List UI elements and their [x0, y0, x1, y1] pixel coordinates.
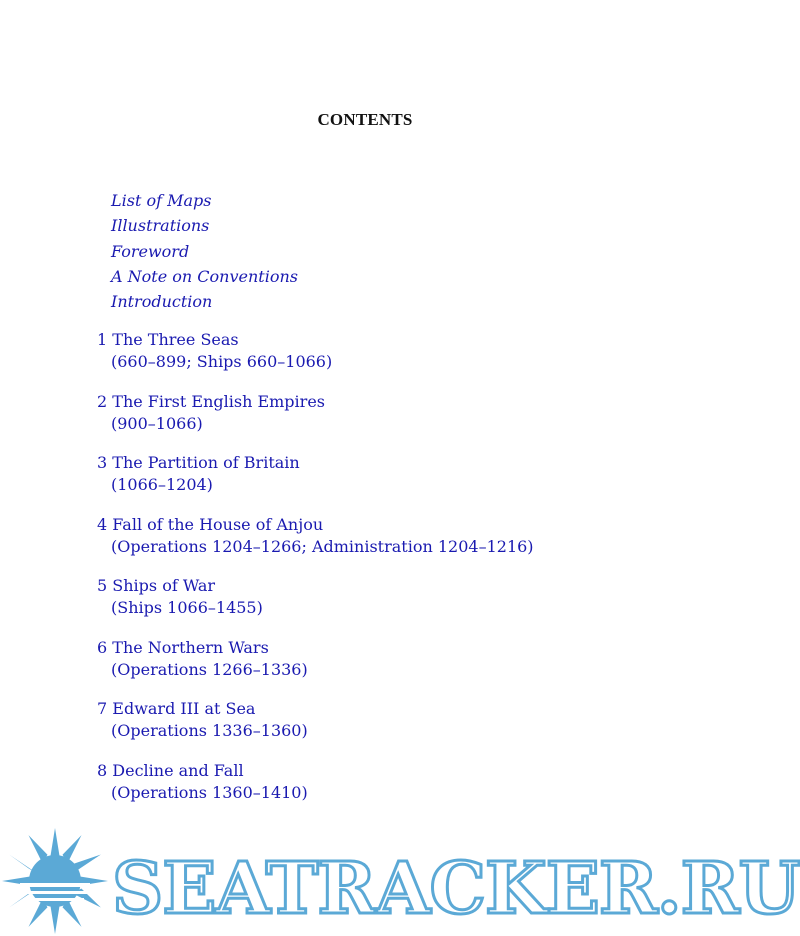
chapter-title: 3 The Partition of Britain [97, 453, 300, 472]
page-title: CONTENTS [317, 110, 413, 129]
toc-link-foreword[interactable]: Foreword [111, 241, 190, 261]
chapter-subtitle: (Operations 1204–1266; Administration 1204–1216) [111, 536, 534, 556]
watermark [0, 826, 800, 936]
toc-chapter-5[interactable] [97, 575, 263, 619]
toc-link-list-of-maps[interactable]: List of Maps [111, 191, 212, 210]
chapter-title: 6 The Northern Wars [97, 637, 269, 657]
chapter-title: 7 Edward III at Sea [97, 699, 256, 718]
watermark-text: SEATRACKER.RU [112, 846, 800, 930]
sun-icon [0, 826, 110, 936]
toc-chapter-7[interactable] [97, 698, 308, 742]
toc-link-introduction[interactable]: Introduction [111, 292, 213, 312]
chapter-title: 2 The First English Empires [97, 391, 325, 411]
chapter-subtitle: (Operations 1266–1336) [111, 659, 308, 679]
toc-chapter-8[interactable] [97, 760, 308, 804]
chapter-subtitle: (Operations 1336–1360) [111, 721, 308, 740]
chapter-subtitle: (Operations 1360–1410) [111, 782, 308, 802]
chapter-title: 1 The Three Seas [97, 330, 239, 349]
toc-link-illustrations[interactable]: Illustrations [111, 216, 210, 236]
toc-chapter-1[interactable] [97, 329, 332, 373]
toc-chapter-6[interactable] [97, 637, 308, 681]
chapter-subtitle: (Ships 1066–1455) [111, 598, 263, 617]
chapter-title: 4 Fall of the House of Anjou [97, 514, 324, 534]
toc-chapter-4[interactable] [97, 514, 534, 558]
chapter-title: 5 Ships of War [97, 576, 216, 595]
chapter-subtitle: (660–899; Ships 660–1066) [111, 352, 333, 371]
chapter-subtitle: (1066–1204) [111, 475, 213, 494]
chapter-subtitle: (900–1066) [111, 413, 203, 433]
toc-link-note-on-conventions[interactable]: A Note on Conventions [111, 266, 298, 286]
toc-chapter-3[interactable] [97, 452, 300, 496]
toc-chapter-2[interactable] [97, 391, 325, 435]
front-matter-list [111, 188, 298, 314]
chapter-title: 8 Decline and Fall [97, 760, 244, 780]
